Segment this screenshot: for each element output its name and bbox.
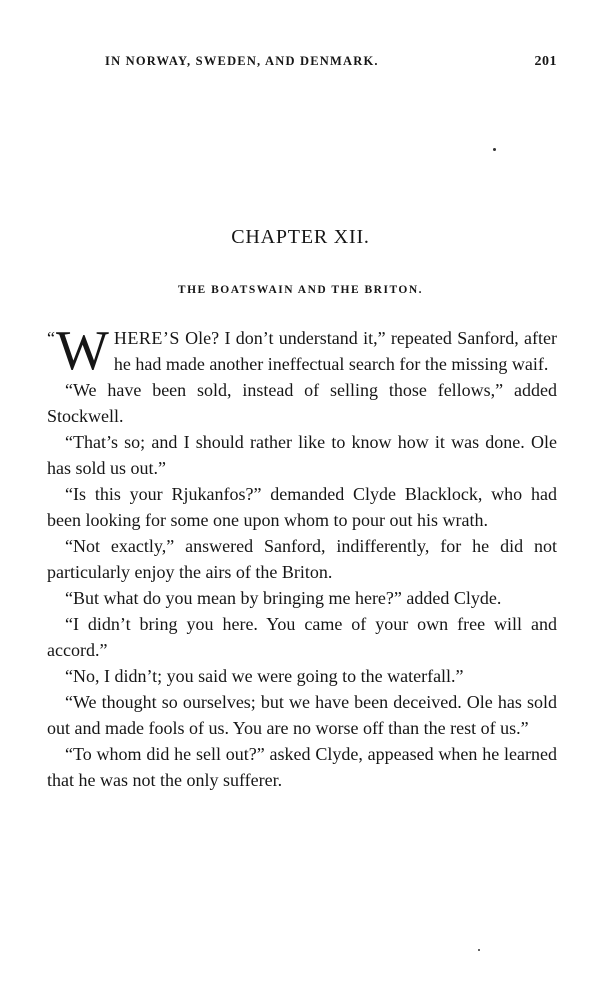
paragraph: “I didn’t bring you here. You came of your own free will and accord.” xyxy=(47,614,557,660)
paragraph: “Not exactly,” answered Sanford, indifferently, for he did not particularly enjoy the airs of the Briton. xyxy=(47,536,557,582)
paragraph: “Is this your Rjukanfos?” demanded Clyde Blacklock, who had been looking for some one upon whom to pour out his wrath. xyxy=(47,484,557,530)
page-number: 201 xyxy=(534,54,557,69)
paragraph xyxy=(47,320,557,382)
chapter-title: CHAPTER XII. xyxy=(231,226,370,248)
opening-quote-mark: “ xyxy=(47,328,55,348)
paragraph: “That’s so; and I should rather like to know how it was done. Ole has sold us out.” xyxy=(47,432,557,478)
drop-cap: W xyxy=(56,320,109,382)
paragraph: “No, I didn’t; you said we were going to the waterfall.” xyxy=(65,666,464,686)
print-speck xyxy=(478,949,480,951)
paragraph: “To whom did he sell out?” asked Clyde, appeased when he learned that he was not the only sufferer. xyxy=(47,744,557,790)
print-speck xyxy=(493,148,496,151)
running-head xyxy=(105,54,557,74)
paragraph: “But what do you mean by bringing me here?” added Clyde. xyxy=(65,588,502,608)
paragraph-text: Ole? I don’t understand it,” repeated Sanford, after he had made another ineffectual search for the missing waif. xyxy=(113,328,557,374)
chapter-body xyxy=(47,320,557,793)
paragraph: “We thought so ourselves; but we have been deceived. Ole has sold out and made fools of us. You are no worse off than the rest of us.” xyxy=(47,692,557,738)
running-title: IN NORWAY, SWEDEN, AND DENMARK. xyxy=(105,54,379,68)
chapter-subtitle: THE BOATSWAIN AND THE BRITON. xyxy=(177,284,424,296)
paragraph: “We have been sold, instead of selling those fellows,” added Stockwell. xyxy=(47,380,557,426)
drop-cap-word-rest: HERE’S xyxy=(113,328,180,348)
